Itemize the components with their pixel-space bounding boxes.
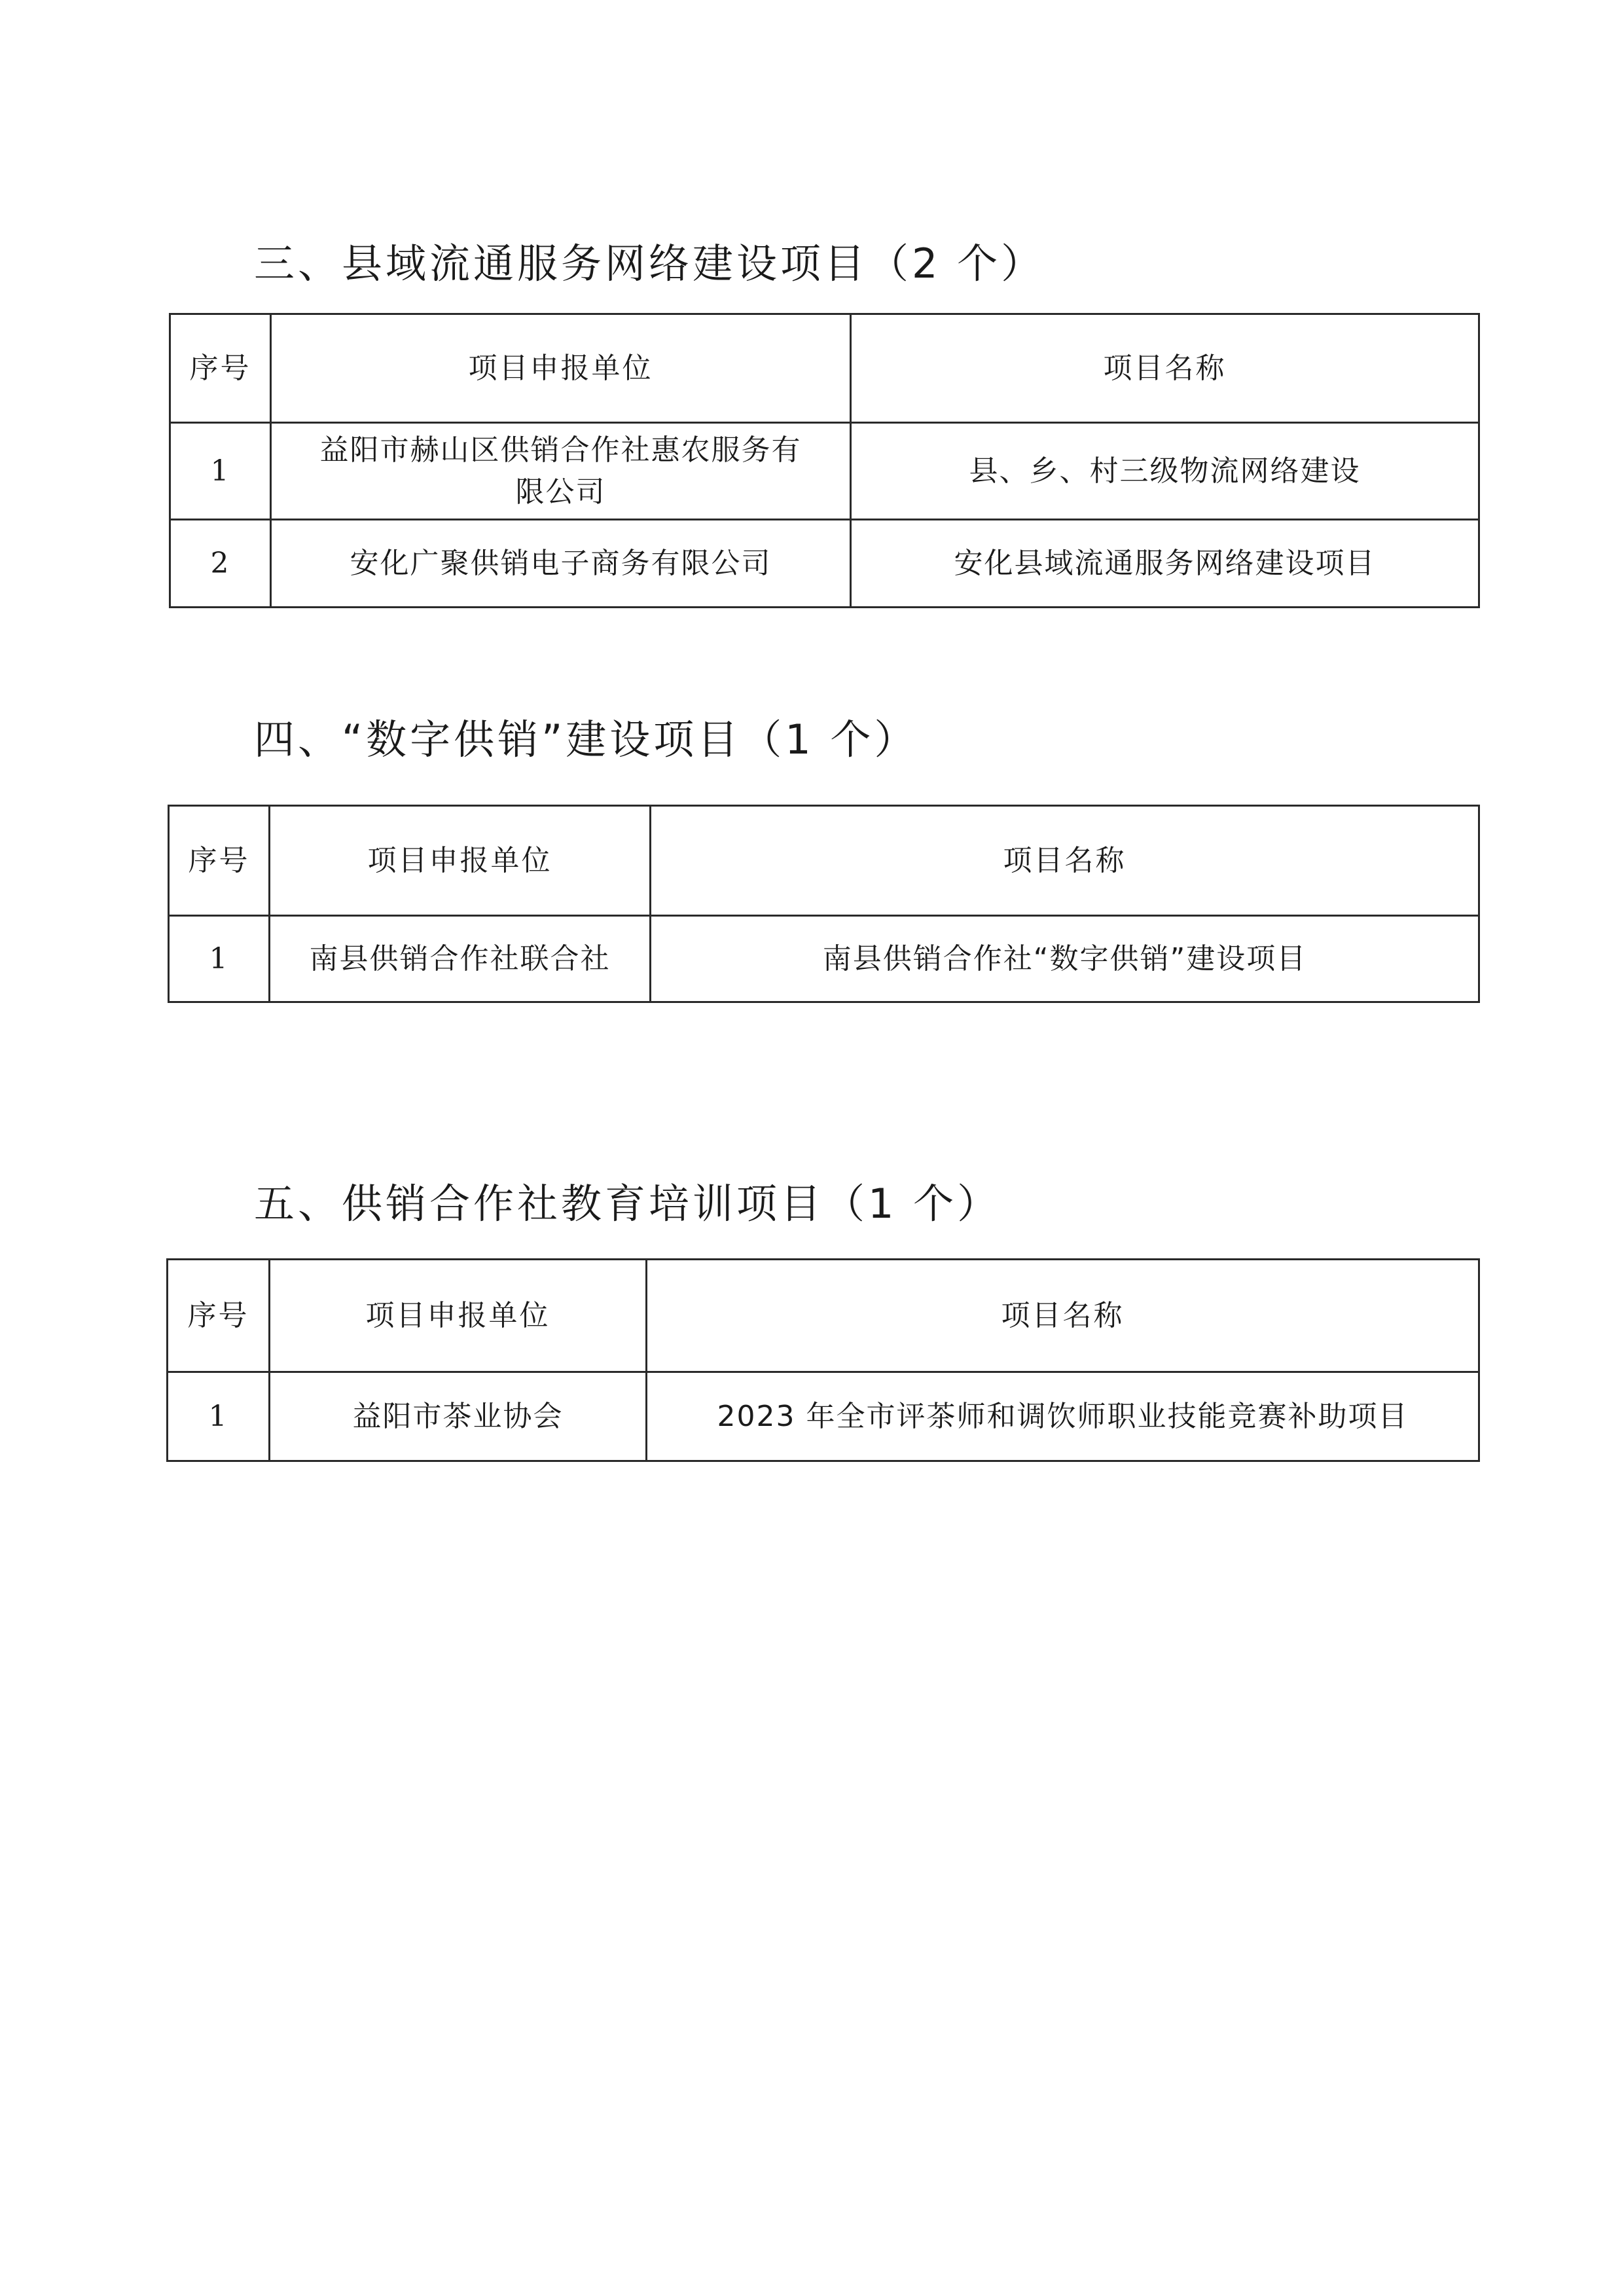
row-unit: 南县供销合作社联合社 (270, 916, 651, 1002)
row-index: 2 (170, 520, 271, 608)
row-index: 1 (169, 916, 270, 1002)
row-unit: 安化广聚供销电子商务有限公司 (271, 520, 851, 608)
section-5-table (166, 1258, 1480, 1462)
table-row (168, 1372, 1479, 1461)
header-unit: 项目申报单位 (270, 1260, 647, 1372)
header-index: 序号 (169, 806, 270, 916)
table-header-row (170, 314, 1479, 423)
table-header-row (169, 806, 1479, 916)
row-index: 1 (168, 1372, 270, 1461)
header-index: 序号 (168, 1260, 270, 1372)
section-3-table (169, 313, 1480, 608)
table-header-row (168, 1260, 1479, 1372)
row-index: 1 (170, 423, 271, 520)
table-row (169, 916, 1479, 1002)
header-project-name: 项目名称 (851, 314, 1479, 423)
row-unit (271, 423, 851, 520)
header-unit: 项目申报单位 (271, 314, 851, 423)
section-4-table (168, 805, 1480, 1003)
section-5-title: 五、供销合作社教育培训项目（1 个） (254, 1180, 1001, 1228)
row-project-name: 安化县域流通服务网络建设项目 (851, 520, 1479, 608)
row-unit-text: 益阳市赫山区供销合作社惠农服务有限公司 (319, 433, 802, 509)
section-3-title: 三、县域流通服务网络建设项目（2 个） (254, 240, 1045, 287)
table-row (170, 520, 1479, 608)
header-project-name: 项目名称 (651, 806, 1479, 916)
row-unit: 益阳市茶业协会 (270, 1372, 647, 1461)
row-project-name: 县、乡、村三级物流网络建设 (851, 423, 1479, 520)
row-project-name: 2023 年全市评茶师和调饮师职业技能竞赛补助项目 (647, 1372, 1479, 1461)
section-4-title: 四、“数字供销”建设项目（1 个） (254, 716, 918, 763)
table-row (170, 423, 1479, 520)
header-unit: 项目申报单位 (270, 806, 651, 916)
header-index: 序号 (170, 314, 271, 423)
header-project-name: 项目名称 (647, 1260, 1479, 1372)
row-project-name: 南县供销合作社“数字供销”建设项目 (651, 916, 1479, 1002)
